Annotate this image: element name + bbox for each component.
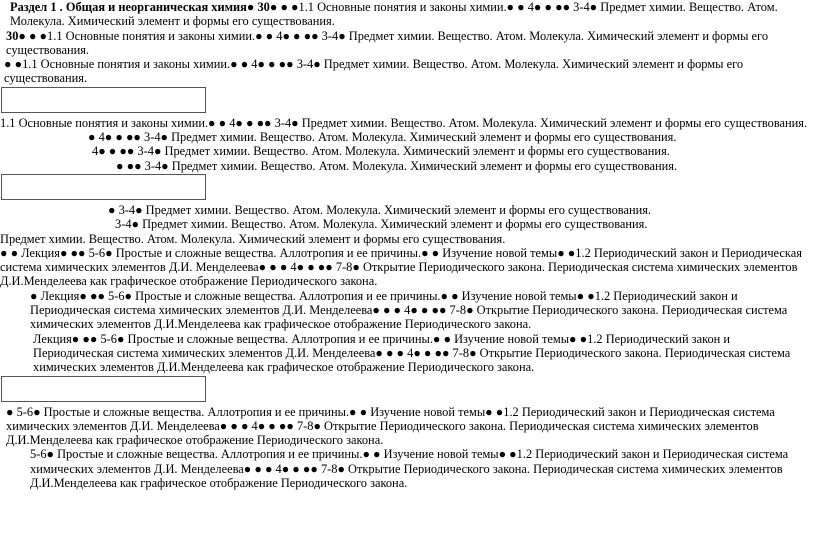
paragraph-12: ● Лекция● ●● 5-6● Простые и сложные вещества. Аллотропия и ее причины.● ● Изучение новой темы● ●1.2 Периодический закон и Периодическая система химических элементов Д.И. Менделеева● ● ● 4● ● ●● 7-8● Открытие Периодического закона. Периодическая система химических элементов Д.И.Менделеева как графическое отображение Периодического закона. [30, 288, 788, 332]
paragraph-14: ● 5-6● Простые и сложные вещества. Аллотропия и ее причины.● ● Изучение новой темы● ●1.2 Периодический закон и Периодическая система химических элементов Д.И. Менделеева● ● ● 4● ● ●● 7-8● Открытие Периодического закона. Периодическая система химических элементов Д.И.Менделеева как графическое отображение Периодического закона. [6, 404, 775, 448]
empty-text-box[interactable] [1, 87, 206, 113]
paragraph-4: 1.1 Основные понятия и законы химии.● ● 4● ● ●● 3-4● Предмет химии. Вещество. Атом. Молекула. Химический элемент и формы его существования. [0, 115, 808, 130]
paragraph-3: ● ●1.1 Основные понятия и законы химии.● ● 4● ● ●● 3-4● Предмет химии. Вещество. Атом. Молекула. Химический элемент и формы его существования. [4, 57, 744, 86]
paragraph-15: 5-6● Простые и сложные вещества. Аллотропия и ее причины.● ● Изучение новой темы● ●1.2 Периодический закон и Периодическая система химических элементов Д.И. Менделеева● ● ● 4● ● ●● 7-8● Открытие Периодического закона. Периодическая система химических элементов Д.И.Менделеева как графическое отображение Периодического закона. [30, 447, 789, 491]
empty-text-box[interactable] [1, 174, 206, 200]
paragraph-10: Предмет химии. Вещество. Атом. Молекула. Химический элемент и формы его существования. [0, 231, 506, 246]
paragraph-2 [0, 29, 816, 58]
paragraph-6: 4● ● ●● 3-4● Предмет химии. Вещество. Атом. Молекула. Химический элемент и формы его существования. [92, 144, 670, 159]
paragraph-2-bold: 30 [6, 28, 19, 43]
paragraph-7: ● ●● 3-4● Предмет химии. Вещество. Атом. Молекула. Химический элемент и формы его существования. [116, 158, 678, 173]
section-title-rest: ● ● ●1.1 Основные понятия и законы химии.● ● 4● ● ●● 3-4● Предмет химии. Вещество. Атом. Молекула. Химический элемент и формы его существования. [10, 0, 778, 29]
paragraph-13: Лекция● ●● 5-6● Простые и сложные вещества. Аллотропия и ее причины.● ● Изучение новой темы● ●1.2 Периодический закон и Периодическая система химических элементов Д.И. Менделеева● ● ● 4● ● ●● 7-8● Открытие Периодического закона. Периодическая система химических элементов Д.И.Менделеева как графическое отображение Периодического закона. [33, 331, 791, 375]
paragraph-9: 3-4● Предмет химии. Вещество. Атом. Молекула. Химический элемент и формы его существования. [115, 217, 648, 232]
empty-text-box[interactable] [1, 376, 206, 402]
paragraph-8: ● 3-4● Предмет химии. Вещество. Атом. Молекула. Химический элемент и формы его существования. [108, 202, 652, 217]
paragraph-section-title [0, 0, 816, 29]
paragraph-5: ● 4● ● ●● 3-4● Предмет химии. Вещество. Атом. Молекула. Химический элемент и формы его существования. [88, 130, 677, 145]
paragraph-2-rest: ● ● ●1.1 Основные понятия и законы химии.● ● 4● ● ●● 3-4● Предмет химии. Вещество. Атом. Молекула. Химический элемент и формы его существования. [6, 28, 769, 57]
section-title-bold: Раздел 1 . Общая и неорганическая химия● 30 [10, 0, 270, 14]
paragraph-11: ● ● Лекция● ●● 5-6● Простые и сложные вещества. Аллотропия и ее причины.● ● Изучение новой темы● ●1.2 Периодический закон и Периодическая система химических элементов Д.И. Менделеева● ● ● 4● ● ●● 7-8● Открытие Периодического закона. Периодическая система химических элементов Д.И.Менделеева как графическое отображение Периодического закона. [0, 245, 802, 289]
